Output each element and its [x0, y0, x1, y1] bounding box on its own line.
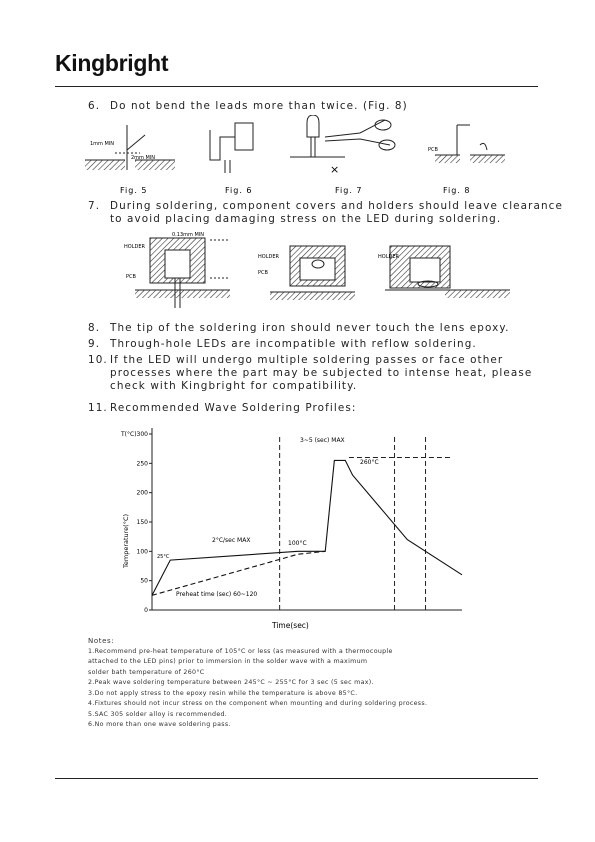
preheat-time-annotation: Preheat time (sec) 60~120 — [176, 591, 258, 598]
fig5-label-b: 2mm MIN — [131, 155, 156, 161]
y-tick-label: 100 — [136, 548, 148, 556]
item-number: 8. — [88, 322, 101, 334]
y-tick-label: 250 — [136, 460, 148, 468]
chart-series — [152, 460, 462, 595]
header-divider — [55, 86, 538, 87]
item-text: Through-hole LEDs are incompatible with reflow soldering. — [110, 338, 477, 350]
pcb-label-a: PCB — [126, 274, 136, 280]
fig8-label: PCB — [428, 147, 438, 153]
notes-section — [88, 636, 427, 731]
fig-6-drawing — [210, 123, 253, 173]
holder-label-c: HOLDER — [378, 254, 399, 260]
chart-ylabel: Temperature(°C) — [122, 513, 130, 568]
item-text-line-2: processes where the part may be subjected to intense heat, please — [110, 367, 533, 379]
item-text: The tip of the soldering iron should never touch the lens epoxy. — [110, 322, 510, 334]
y-tick-label: T(°C)300 — [121, 431, 148, 438]
item-text-line-2: to avoid placing damaging stress on the LED during soldering. — [110, 213, 502, 225]
fig5-label-a: 1mm MIN — [90, 141, 115, 147]
fig-5-drawing — [85, 125, 175, 170]
item-text-line-3: check with Kingbright for compatibility. — [110, 380, 358, 392]
holder-label-b: HOLDER — [258, 254, 279, 260]
item-9 — [88, 338, 477, 351]
fig7-cross: × — [330, 163, 340, 176]
item-number: 6. — [88, 100, 101, 112]
clearance-fig-a — [135, 238, 230, 308]
peak-temp-annotation: 260°C — [360, 459, 379, 466]
item-10 — [88, 354, 532, 393]
item-text: Recommended Wave Soldering Profiles: — [110, 402, 357, 414]
note-line-1: 1.Recommend pre-heat temperature of 105°C or less (as measured with a thermocouple — [88, 647, 393, 655]
series-line-2 — [152, 551, 325, 595]
series-line-1 — [152, 460, 462, 595]
note-line-6: 4.Fixtures should not incur stress on the component when mounting and during soldering process. — [88, 700, 428, 707]
brand-logo: Kingbright — [55, 50, 169, 76]
clearance-fig-b — [270, 246, 355, 300]
y-tick-label: 150 — [136, 519, 148, 526]
note-line-2: attached to the LED pins) prior to immersion in the solder wave with a maximum — [88, 658, 368, 665]
pcb-label-b: PCB — [258, 270, 268, 276]
item-number: 7. — [88, 200, 101, 212]
notes-heading: Notes: — [88, 637, 115, 645]
item-6 — [88, 100, 408, 113]
fig-6-caption: Fig. 6 — [225, 186, 253, 195]
item-number: 9. — [88, 338, 101, 350]
note-line-4: 2.Peak wave soldering temperature between 245°C ~ 255°C for 3 sec (5 sec max). — [88, 679, 374, 686]
item-8 — [88, 322, 510, 335]
holder-label-a: HOLDER — [124, 244, 145, 250]
start-temp-annotation: 25°C — [157, 554, 170, 560]
note-line-8: 6.No more than one wave soldering pass. — [88, 721, 231, 728]
item-11 — [88, 402, 356, 415]
item-text-line-1: If the LED will undergo multiple soldering passes or face other — [110, 354, 504, 366]
fig-7-drawing — [290, 115, 395, 157]
preheat-temp-annotation: 100°C — [288, 540, 307, 547]
bending-figures — [85, 115, 525, 195]
fig-8-caption: Fig. 8 — [443, 186, 471, 195]
footer-divider — [55, 778, 538, 779]
clearance-figures — [110, 228, 530, 318]
clearance-label: 0.13mm MIN — [172, 232, 204, 238]
item-text: Do not bend the leads more than twice. (Fig. 8) — [110, 100, 408, 112]
item-7 — [88, 200, 563, 226]
fig-5-caption: Fig. 5 — [120, 186, 148, 195]
y-tick-label: 0 — [144, 607, 148, 614]
note-line-3: solder bath temperature of 260°C — [88, 668, 205, 676]
peak-time-annotation: 3~5 (sec) MAX — [300, 437, 345, 444]
item-number: 10. — [88, 354, 108, 366]
clearance-fig-c — [385, 246, 510, 298]
item-text-line-1: During soldering, component covers and holders should leave clearance — [110, 200, 563, 212]
y-tick-label: 200 — [136, 489, 148, 497]
fig-7-caption: Fig. 7 — [335, 186, 363, 195]
note-line-5: 3.Do not apply stress to the epoxy resin while the temperature is above 85°C. — [88, 689, 358, 697]
wave-soldering-chart — [112, 418, 477, 636]
ramp-annotation: 2°C/sec MAX — [212, 537, 251, 544]
fig-8-drawing — [435, 125, 505, 163]
chart-xlabel: Time(sec) — [272, 621, 309, 630]
note-line-7: 5.SAC 305 solder alloy is recommended. — [88, 710, 228, 718]
item-number: 11. — [88, 402, 108, 414]
y-tick-label: 50 — [140, 577, 148, 585]
